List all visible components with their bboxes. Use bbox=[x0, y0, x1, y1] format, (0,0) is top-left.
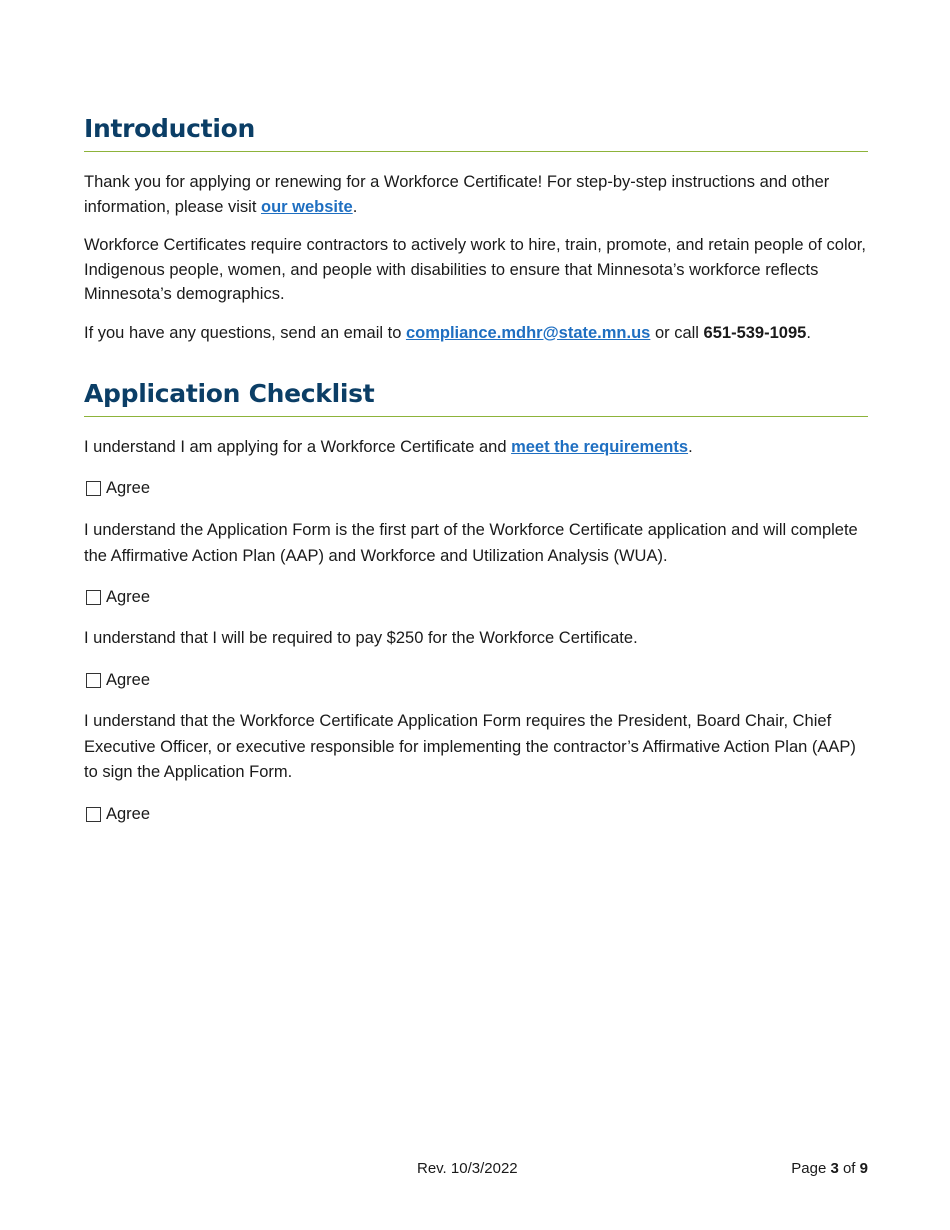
intro-paragraph-1: Thank you for applying or renewing for a Workforce Certificate! For step-by-step instructions and other information, please visit our website. bbox=[84, 173, 830, 216]
checklist-heading: Application Checklist bbox=[84, 379, 868, 417]
introduction-heading: Introduction bbox=[84, 114, 868, 152]
checkbox-icon[interactable] bbox=[86, 673, 101, 688]
checkbox-icon[interactable] bbox=[86, 807, 101, 822]
our-website-link[interactable]: our website bbox=[261, 198, 353, 216]
application-checklist-section bbox=[84, 379, 868, 827]
checklist-item-1: I understand I am applying for a Workforce Certificate and meet the requirements. bbox=[84, 438, 693, 456]
phone-number: 651-539-1095 bbox=[703, 323, 807, 342]
agree-checkbox-3[interactable]: Agree bbox=[84, 668, 868, 693]
introduction-section bbox=[84, 114, 868, 346]
agree-checkbox-4[interactable]: Agree bbox=[84, 802, 868, 827]
agree-checkbox-1[interactable]: Agree bbox=[84, 476, 868, 501]
revision-date: Rev. 10/3/2022 bbox=[417, 1160, 518, 1177]
checkbox-icon[interactable] bbox=[86, 590, 101, 605]
meet-requirements-link[interactable]: meet the requirements bbox=[511, 438, 689, 456]
intro-paragraph-3: If you have any questions, send an email to compliance.mdhr@state.mn.us or call 651-539-1095. bbox=[84, 323, 811, 342]
intro-paragraph-2: Workforce Certificates require contractors to actively work to hire, train, promote, and retain people of color, Indigenous people, women, and people with disabilities to ensure that Minnesota’s workforce reflects Minnesota’s demographics. bbox=[84, 236, 866, 303]
agree-checkbox-2[interactable]: Agree bbox=[84, 585, 868, 610]
page-number: Page 3 of 9 bbox=[791, 1160, 868, 1177]
checklist-item-2: I understand the Application Form is the first part of the Workforce Certificate application and will complete the Affirmative Action Plan (AAP) and Workforce and Utilization Analysis (WUA). bbox=[84, 521, 858, 565]
checklist-item-4: I understand that the Workforce Certificate Application Form requires the President, Board Chair, Chief Executive Officer, or executive responsible for implementing the contractor’s Affirmative Action Plan (AAP) to sign the Application Form. bbox=[84, 712, 856, 781]
checklist-item-3: I understand that I will be required to pay $250 for the Workforce Certificate. bbox=[84, 629, 638, 647]
email-link[interactable]: compliance.mdhr@state.mn.us bbox=[405, 323, 651, 342]
checkbox-icon[interactable] bbox=[86, 481, 101, 496]
